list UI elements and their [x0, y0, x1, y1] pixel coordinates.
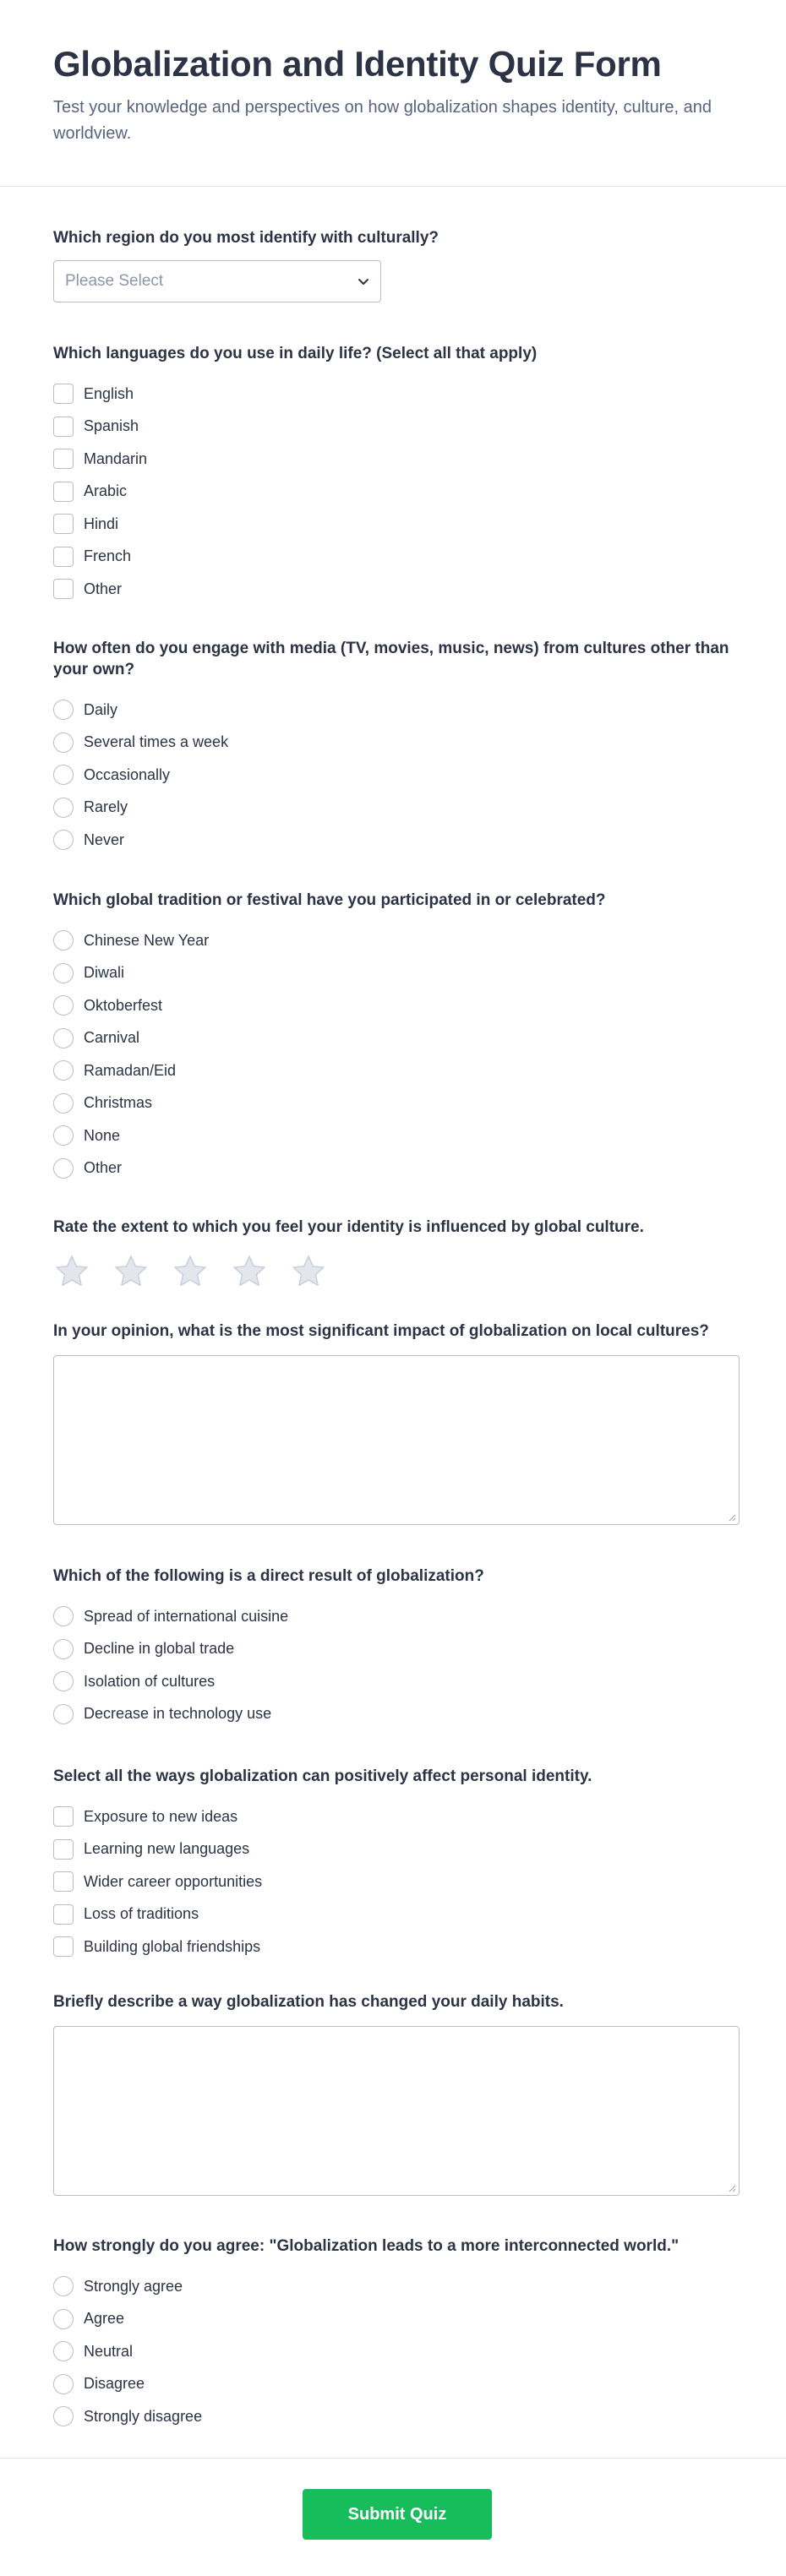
- form-subtitle: Test your knowledge and perspectives on how globalization shapes identity, culture, and worldview.: [53, 98, 712, 143]
- option-label: Neutral: [84, 2342, 134, 2360]
- option-label: Oktoberfest: [84, 996, 163, 1014]
- radio-button[interactable]: [53, 1060, 74, 1081]
- radio-button[interactable]: [53, 1093, 74, 1114]
- checkbox-option[interactable]: [53, 378, 740, 411]
- form-title: Globalization and Identity Quiz Form: [53, 44, 662, 84]
- option-label: Learning new languages: [84, 1840, 250, 1858]
- option-label: Spanish: [84, 417, 139, 435]
- option-label: Loss of traditions: [84, 1905, 199, 1923]
- star-icon[interactable]: [290, 1253, 327, 1290]
- radio-list: [53, 1600, 740, 1730]
- star-icon[interactable]: [172, 1253, 209, 1290]
- radio-option[interactable]: [53, 2400, 740, 2433]
- radio-option[interactable]: [53, 1022, 740, 1055]
- option-label: Decline in global trade: [84, 1640, 235, 1658]
- radio-option[interactable]: [53, 2368, 740, 2401]
- checkbox[interactable]: [53, 449, 74, 469]
- checkbox[interactable]: [53, 482, 74, 502]
- option-label: Disagree: [84, 2375, 145, 2393]
- habits-textarea[interactable]: [53, 2026, 740, 2196]
- option-label: Building global friendships: [84, 1937, 261, 1955]
- radio-option[interactable]: [53, 792, 740, 825]
- option-label: Arabic: [84, 482, 128, 500]
- option-label: French: [84, 547, 132, 565]
- question-region: [53, 227, 740, 302]
- checkbox-list: [53, 378, 740, 606]
- question-label: Select all the ways globalization can positively affect personal identity.: [53, 1767, 592, 1785]
- radio-button[interactable]: [53, 1704, 74, 1724]
- checkbox-option[interactable]: [53, 476, 740, 509]
- select-placeholder: Please Select: [65, 272, 164, 290]
- checkbox-option[interactable]: [53, 1898, 740, 1931]
- option-label: Mandarin: [84, 449, 148, 467]
- radio-button[interactable]: [53, 995, 74, 1016]
- checkbox[interactable]: [53, 1871, 74, 1892]
- radio-button[interactable]: [53, 830, 74, 850]
- radio-button[interactable]: [53, 2406, 74, 2426]
- radio-button[interactable]: [53, 1671, 74, 1691]
- question-rating: [53, 1217, 740, 1290]
- question-daily-habits: [53, 1991, 740, 2196]
- radio-button[interactable]: [53, 1158, 74, 1179]
- option-label: Strongly disagree: [84, 2407, 203, 2425]
- checkbox-option[interactable]: [53, 1833, 740, 1866]
- radio-option[interactable]: [53, 924, 740, 957]
- option-label: None: [84, 1126, 121, 1144]
- question-label: How often do you engage with media (TV, movies, music, news) from cultures other than your own?: [53, 640, 729, 678]
- question-label: Briefly describe a way globalization has changed your daily habits.: [53, 1993, 564, 2011]
- radio-button[interactable]: [53, 1639, 74, 1659]
- star-icon[interactable]: [112, 1253, 150, 1290]
- form-header: [0, 0, 786, 187]
- radio-button[interactable]: [53, 930, 74, 950]
- option-label: Several times a week: [84, 733, 229, 751]
- option-label: Decrease in technology use: [84, 1705, 272, 1723]
- resize-handle-icon[interactable]: [728, 2184, 736, 2192]
- question-label: Which languages do you use in daily life? (Select all that apply): [53, 345, 538, 362]
- option-label: Hindi: [84, 515, 119, 532]
- option-label: Rarely: [84, 798, 128, 816]
- radio-option[interactable]: [53, 1152, 740, 1185]
- radio-button[interactable]: [53, 963, 74, 983]
- question-globalization-result: [53, 1566, 740, 1730]
- question-festivals: [53, 890, 740, 1185]
- radio-option[interactable]: [53, 759, 740, 792]
- radio-option[interactable]: [53, 1087, 740, 1120]
- radio-list: [53, 694, 740, 857]
- checkbox[interactable]: [53, 514, 74, 534]
- option-label: Strongly agree: [84, 2277, 183, 2295]
- question-impact: [53, 1321, 740, 1525]
- checkbox-option[interactable]: [53, 443, 740, 476]
- radio-option[interactable]: [53, 989, 740, 1022]
- radio-button[interactable]: [53, 798, 74, 818]
- question-label: In your opinion, what is the most significant impact of globalization on local cultures?: [53, 1322, 709, 1340]
- question-agreement: [53, 2236, 740, 2433]
- checkbox[interactable]: [53, 1839, 74, 1860]
- checkbox-option[interactable]: [53, 1931, 740, 1963]
- question-positive-effects: [53, 1766, 740, 1963]
- option-label: Exposure to new ideas: [84, 1807, 238, 1825]
- question-languages: [53, 343, 740, 606]
- checkbox[interactable]: [53, 1806, 74, 1827]
- radio-option[interactable]: [53, 1633, 740, 1666]
- question-label: Which global tradition or festival have you participated in or celebrated?: [53, 891, 606, 909]
- form-footer-divider: [0, 2458, 786, 2459]
- question-label: Which of the following is a direct result of globalization?: [53, 1567, 484, 1585]
- chevron-down-icon: [357, 275, 370, 288]
- option-label: Christmas: [84, 1094, 153, 1112]
- star-icon[interactable]: [53, 1253, 90, 1290]
- checkbox[interactable]: [53, 579, 74, 599]
- radio-option[interactable]: [53, 2270, 740, 2303]
- radio-option[interactable]: [53, 1600, 740, 1633]
- radio-option[interactable]: [53, 2335, 740, 2368]
- checkbox[interactable]: [53, 1936, 74, 1957]
- star-rating: [53, 1253, 740, 1290]
- option-label: Occasionally: [84, 765, 171, 783]
- radio-list: [53, 924, 740, 1185]
- region-select[interactable]: [53, 260, 381, 302]
- radio-list: [53, 2270, 740, 2433]
- question-label: How strongly do you agree: "Globalization leads to a more interconnected world.": [53, 2237, 680, 2255]
- checkbox-option[interactable]: [53, 411, 740, 444]
- radio-button[interactable]: [53, 765, 74, 785]
- radio-option[interactable]: [53, 1119, 740, 1152]
- radio-button[interactable]: [53, 732, 74, 753]
- radio-button[interactable]: [53, 1125, 74, 1146]
- option-label: Diwali: [84, 964, 125, 982]
- checkbox[interactable]: [53, 384, 74, 404]
- radio-button[interactable]: [53, 2276, 74, 2296]
- question-media-frequency: [53, 638, 740, 857]
- resize-handle-icon[interactable]: [728, 1513, 736, 1522]
- radio-option[interactable]: [53, 2303, 740, 2336]
- radio-option[interactable]: [53, 1698, 740, 1731]
- checkbox-list: [53, 1800, 740, 1963]
- radio-button[interactable]: [53, 700, 74, 720]
- option-label: Chinese New Year: [84, 931, 210, 949]
- radio-option[interactable]: [53, 1054, 740, 1087]
- option-label: English: [84, 384, 134, 402]
- radio-button[interactable]: [53, 2341, 74, 2361]
- checkbox[interactable]: [53, 417, 74, 437]
- checkbox-option[interactable]: [53, 573, 740, 606]
- radio-button[interactable]: [53, 2309, 74, 2329]
- option-label: Ramadan/Eid: [84, 1061, 177, 1079]
- option-label: Other: [84, 1159, 123, 1177]
- option-label: Agree: [84, 2310, 125, 2328]
- option-label: Spread of international cuisine: [84, 1607, 289, 1625]
- radio-option[interactable]: [53, 694, 740, 727]
- question-label: Which region do you most identify with culturally?: [53, 229, 439, 247]
- impact-textarea[interactable]: [53, 1355, 740, 1525]
- option-label: Daily: [84, 700, 118, 718]
- radio-button[interactable]: [53, 2374, 74, 2394]
- submit-button[interactable]: Submit Quiz: [303, 2489, 492, 2540]
- checkbox-option[interactable]: [53, 1865, 740, 1898]
- star-icon[interactable]: [231, 1253, 268, 1290]
- radio-option[interactable]: [53, 727, 740, 760]
- radio-option[interactable]: [53, 957, 740, 990]
- option-label: Other: [84, 580, 123, 597]
- checkbox-option[interactable]: [53, 508, 740, 541]
- option-label: Wider career opportunities: [84, 1872, 263, 1890]
- radio-option[interactable]: [53, 824, 740, 857]
- radio-button[interactable]: [53, 1606, 74, 1626]
- checkbox-option[interactable]: [53, 1800, 740, 1833]
- option-label: Isolation of cultures: [84, 1672, 216, 1690]
- checkbox-option[interactable]: [53, 541, 740, 574]
- checkbox[interactable]: [53, 1904, 74, 1925]
- option-label: Carnival: [84, 1029, 140, 1047]
- question-label: Rate the extent to which you feel your identity is influenced by global culture.: [53, 1218, 644, 1236]
- radio-button[interactable]: [53, 1028, 74, 1048]
- checkbox[interactable]: [53, 547, 74, 567]
- option-label: Never: [84, 831, 125, 848]
- radio-option[interactable]: [53, 1665, 740, 1698]
